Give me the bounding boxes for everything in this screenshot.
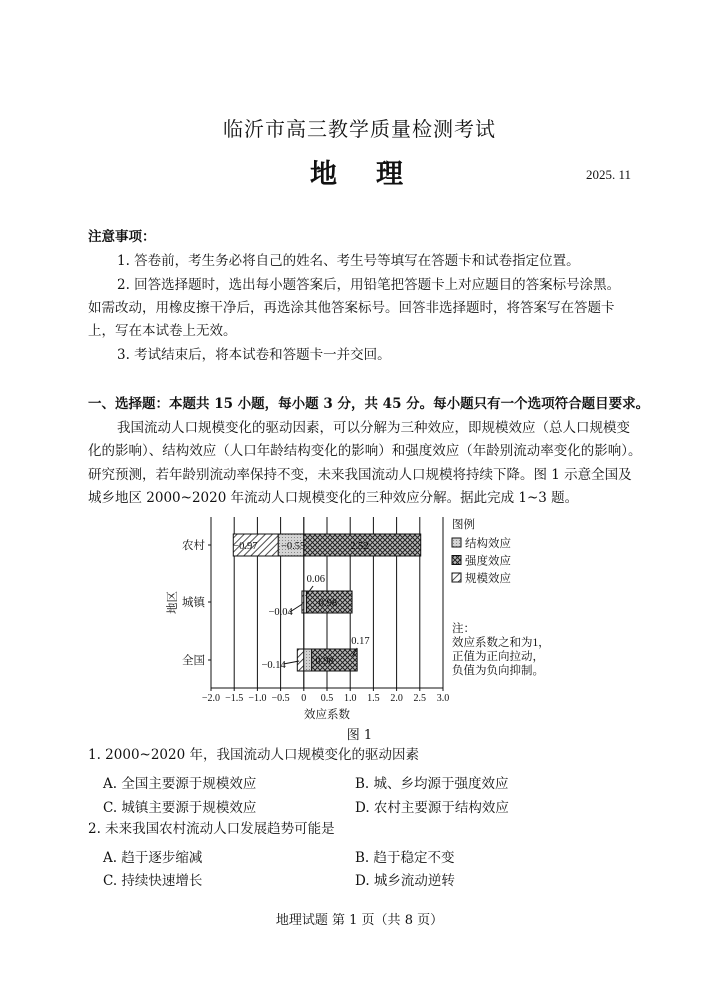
notice-item: 1. 答卷前，考生务必将自己的姓名、考生号等填写在答题卡和试卷指定位置。 [117, 253, 580, 269]
x-tick-label: 2.0 [390, 693, 403, 704]
exam-date: 2025. 11 [585, 167, 631, 182]
question-option: C. 城镇主要源于规模效应 [103, 800, 257, 816]
x-tick-label: 1.0 [343, 693, 357, 704]
notice-item: 上，写在本试卷上无效。 [88, 323, 237, 339]
data-label: 0.98 [315, 656, 334, 667]
data-label: −0.55 [280, 541, 306, 552]
question-option: A. 趋于逐步缩减 [103, 850, 203, 866]
category-label: 农村 [182, 540, 205, 552]
x-tick-label: −1.5 [225, 693, 244, 704]
data-label: −0.97 [233, 541, 258, 552]
category-label: 全国 [182, 655, 205, 667]
category-label: 城镇 [182, 597, 205, 609]
legend-swatch [452, 538, 461, 547]
bar-structure [304, 649, 312, 671]
notice-item: 2. 回答选择题时，选出每小题答案后，用铅笔把答题卡上对应题目的答案标号涂黑。 [117, 277, 621, 293]
question-stem: 1. 2000~2020 年，我国流动人口规模变化的驱动因素 [88, 747, 419, 763]
legend-label: 结构效应 [465, 538, 511, 550]
x-tick-label: 3.0 [436, 693, 450, 704]
question-option: B. 城、乡均源于强度效应 [355, 776, 509, 792]
chart-note: 负值为负向抑制。 [452, 665, 544, 677]
x-tick-label: −1.0 [248, 693, 267, 704]
chart-note: 正值为正向拉动， [452, 651, 544, 663]
question-stem: 2. 未来我国农村流动人口发展趋势可能是 [88, 821, 335, 837]
y-axis-label: 地区 [167, 591, 179, 614]
question-option: B. 趋于稳定不变 [355, 850, 455, 866]
legend-swatch [452, 573, 461, 582]
x-tick-label: 0 [301, 693, 307, 704]
question-option: D. 城乡流动逆转 [355, 873, 455, 889]
figure-caption: 图 1 [346, 728, 373, 743]
page-footer: 地理试题 第 1 页（共 8 页） [275, 913, 444, 928]
section-heading: 一、选择题：本题共 15 小题，每小题 3 分，共 45 分。每小题只有一个选项符合题目要求。 [88, 396, 650, 412]
data-label: 0.98 [318, 598, 338, 609]
data-label: 0.17 [351, 636, 370, 647]
subject-title: 地 理 [310, 159, 409, 190]
notice-heading: 注意事项： [88, 229, 156, 245]
question-option: D. 农村主要源于结构效应 [355, 800, 509, 816]
passage-line: 化的影响）、结构效应（人口年龄结构变化的影响）和强度效应（年龄别流动率变化的影响）。 [88, 443, 642, 459]
bar-scale [297, 649, 303, 671]
question-option: C. 持续快速增长 [103, 873, 203, 889]
question-option: A. 全国主要源于规模效应 [103, 776, 257, 792]
legend-label: 规模效应 [465, 573, 511, 585]
notice-item: 3. 考试结束后，将本试卷和答题卡一并交回。 [117, 347, 391, 363]
x-axis-label: 效应系数 [304, 709, 350, 721]
passage-line: 城乡地区 2000~2020 年流动人口规模变化的三种效应分解。据此完成 1~3 题。 [88, 490, 579, 506]
x-tick-label: 0.5 [320, 693, 334, 704]
chart-note: 注： [452, 623, 475, 635]
x-tick-label: −2.0 [201, 693, 221, 704]
data-label: 2.52 [350, 541, 369, 552]
x-tick-label: −0.5 [271, 693, 290, 704]
legend-swatch [452, 556, 461, 565]
x-tick-label: 2.5 [413, 693, 427, 704]
legend-title: 图例 [452, 519, 475, 531]
data-label: −0.14 [261, 660, 286, 671]
data-label: −0.04 [268, 607, 293, 618]
passage-line: 研究预测，若年龄别流动率保持不变，未来我国流动人口规模将持续下降。图 1 示意全国及 [88, 467, 632, 483]
exam-title: 临沂市高三教学质量检测考试 [223, 117, 496, 141]
notice-item: 如需改动，用橡皮擦干净后，再选涂其他答案标号。回答非选择题时，将答案写在答题卡 [88, 300, 615, 316]
legend-label: 强度效应 [465, 555, 511, 568]
passage-line: 我国流动人口规模变化的驱动因素，可以分解为三种效应，即规模效应（总人口规模变 [117, 420, 630, 436]
x-tick-label: 1.5 [367, 693, 380, 704]
chart-note: 效应系数之和为1， [452, 637, 550, 649]
data-label: 0.06 [306, 574, 326, 585]
